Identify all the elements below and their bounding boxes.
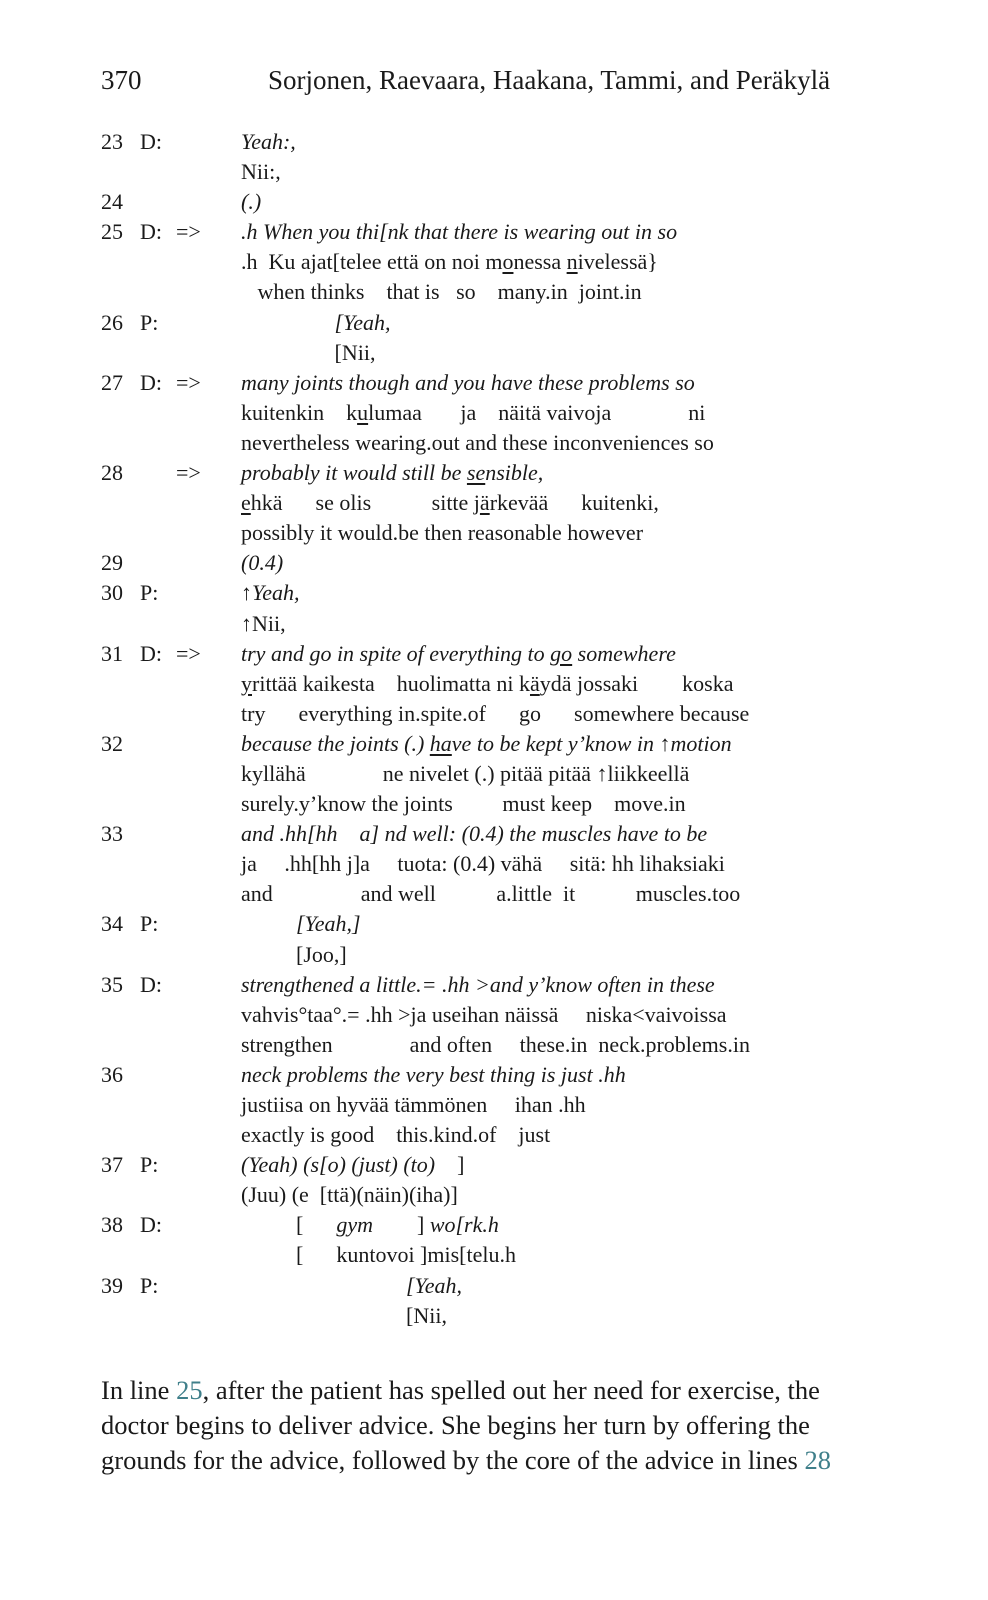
line-reference-link[interactable]: 28 (804, 1445, 831, 1475)
transcript-line (0, 518, 988, 548)
utterance-segment: ve to be kept y’know in ↑motion (451, 730, 732, 756)
speaker-label: P: (140, 911, 159, 937)
body-paragraph (101, 1373, 891, 1478)
speaker-label: P: (140, 1272, 159, 1298)
speaker-label: D: (140, 129, 162, 154)
utterance-text (241, 157, 281, 187)
utterance-text (241, 819, 707, 849)
transcript-line (0, 759, 988, 789)
utterance-segment: ä (479, 490, 490, 516)
transcript-line (0, 729, 988, 759)
utterance-text (241, 518, 643, 548)
line-number: 31 (101, 640, 123, 666)
transcript-line (0, 970, 988, 1000)
utterance-text (241, 1000, 727, 1030)
utterance-segment: strengthened a little.= .hh >and y’know often in these (241, 971, 715, 997)
utterance-segment: ↑ (241, 580, 252, 606)
transcript-line (0, 428, 988, 458)
utterance-text (241, 277, 642, 307)
paragraph-line (101, 1443, 891, 1478)
utterance-text (241, 1150, 464, 1180)
utterance-segment: (0.4) (241, 550, 284, 576)
utterance-segment: (Yeah) (s[o) (just) (to) (241, 1152, 436, 1178)
paragraph-text: doctor begins to deliver advice. She begins her turn by offering the (101, 1410, 810, 1440)
utterance-segment: ] (435, 1152, 465, 1178)
utterance-segment: ja .hh[hh j]a tuota: (0.4) vähä sitä: hh lihaksiaki (241, 851, 725, 877)
speaker-label: D: (140, 219, 162, 245)
utterance-text (241, 127, 296, 157)
transcript-line (0, 308, 988, 338)
utterance-segment: exactly is good this.kind.of just (241, 1122, 551, 1148)
line-number: 27 (101, 369, 123, 395)
transcript-line (0, 789, 988, 819)
target-arrow: => (176, 460, 201, 486)
utterance-segment: [Nii, (241, 339, 376, 365)
transcript-line (0, 1240, 988, 1270)
utterance-segment: Yeah, (252, 580, 300, 606)
transcript-line (0, 368, 988, 398)
transcript-line (0, 609, 988, 639)
utterance-text (241, 879, 740, 909)
utterance-text (241, 970, 715, 1000)
transcript-line (0, 699, 988, 729)
utterance-segment: wo[rk.h (429, 1212, 499, 1238)
utterance-text (241, 458, 543, 488)
transcript-line (0, 909, 988, 939)
transcript-line (0, 247, 988, 277)
utterance-text (241, 789, 686, 819)
utterance-segment: ydä jossaki koska (539, 670, 734, 696)
utterance-segment: kyllähä ne nivelet (.) pitää pitää ↑liikkeellä (241, 760, 690, 786)
utterance-text (241, 639, 676, 669)
transcript-line (0, 1030, 988, 1060)
utterance-text (241, 609, 286, 639)
utterance-segment (241, 1273, 406, 1298)
transcript-line (0, 1090, 988, 1120)
line-number: 38 (101, 1212, 123, 1238)
line-number: 37 (101, 1152, 123, 1178)
utterance-segment (241, 310, 335, 335)
utterance-segment: justiisa on hyvää tämmönen ihan .hh (241, 1092, 586, 1117)
utterance-segment: and .hh[hh a] nd well: (0.4) the muscles have to be (241, 821, 708, 847)
paragraph-line (101, 1373, 891, 1408)
utterance-segment: ä (529, 670, 540, 696)
utterance-segment: [ (241, 1212, 337, 1238)
line-number: 30 (101, 580, 123, 606)
transcript-line (0, 217, 988, 247)
speaker-label: D: (140, 971, 162, 997)
utterance-text (241, 1090, 586, 1120)
utterance-text (241, 729, 732, 759)
line-number: 25 (101, 219, 123, 245)
transcript-line (0, 1301, 988, 1331)
speaker-label: P: (140, 580, 159, 606)
utterance-segment: neck problems the very best thing is just .hh (241, 1061, 626, 1087)
transcript-line (0, 1210, 988, 1240)
utterance-text (241, 849, 725, 879)
utterance-segment: [Nii, (241, 1302, 447, 1328)
target-arrow: => (176, 369, 201, 395)
utterance-segment: [Joo,] (241, 941, 347, 967)
utterance-segment: hkä se olis sitte j (250, 490, 480, 516)
utterance-segment: nessa (513, 249, 567, 275)
transcript-line (0, 127, 988, 157)
utterance-segment: Yeah:, (241, 129, 296, 154)
utterance-text (241, 308, 391, 338)
utterance-segment: y (241, 670, 252, 696)
utterance-segment: kuitenkin k (241, 399, 358, 425)
transcript-excerpt (0, 127, 988, 1331)
line-number: 34 (101, 911, 123, 937)
utterance-text (241, 1271, 462, 1301)
utterance-segment: ivelessä} (577, 249, 658, 275)
utterance-segment: and and well a.little it muscles.too (241, 881, 741, 907)
utterance-text (241, 578, 299, 608)
utterance-text (241, 1210, 499, 1240)
utterance-segment: n (566, 249, 578, 275)
transcript-line (0, 277, 988, 307)
utterance-text (241, 940, 347, 970)
utterance-segment: when thinks that is so many.in joint.in (241, 279, 642, 305)
paragraph-text: grounds for the advice, followed by the core of the advice in lines (101, 1445, 805, 1475)
line-number: 39 (101, 1272, 123, 1298)
transcript-line (0, 849, 988, 879)
utterance-segment: lumaa ja näitä vaivoja ni (368, 399, 706, 425)
paragraph-text: In line (101, 1375, 177, 1405)
utterance-text (241, 428, 714, 458)
utterance-text (241, 247, 658, 277)
utterance-text (241, 759, 689, 789)
transcript-line (0, 398, 988, 428)
transcript-line (0, 1150, 988, 1180)
speaker-label: P: (140, 309, 159, 335)
utterance-segment: [Yeah, (406, 1272, 463, 1298)
utterance-text (241, 548, 283, 578)
utterance-segment: many joints though and you have these problems so (241, 369, 695, 395)
transcript-line (0, 940, 988, 970)
utterance-text (241, 1180, 458, 1210)
utterance-text (241, 398, 705, 428)
transcript-line (0, 548, 988, 578)
utterance-segment: (Juu) (e [ttä)(näin)(iha)] (241, 1182, 458, 1208)
utterance-segment: probably it would still be (241, 460, 467, 486)
transcript-line (0, 338, 988, 368)
utterance-segment: [ kuntovoi ]mis[telu.h (241, 1242, 516, 1268)
transcript-line (0, 488, 988, 518)
utterance-text (241, 699, 749, 729)
speaker-label: P: (140, 1152, 159, 1178)
utterance-segment: se (466, 460, 486, 486)
utterance-text (241, 1240, 516, 1270)
utterance-text (241, 368, 695, 398)
utterance-text (241, 909, 361, 939)
utterance-segment: ha (429, 730, 452, 756)
line-number: 29 (101, 550, 123, 576)
line-number: 32 (101, 730, 123, 756)
utterance-segment: because the joints (.) (241, 730, 430, 756)
transcript-line (0, 1180, 988, 1210)
utterance-segment: [Yeah, (334, 309, 391, 335)
speaker-label: D: (140, 369, 162, 395)
utterance-segment: ] (372, 1212, 430, 1238)
utterance-text (241, 488, 659, 518)
line-reference-link[interactable]: 25 (176, 1375, 203, 1405)
utterance-segment: nsible, (485, 460, 544, 486)
utterance-text (241, 338, 375, 368)
transcript-line (0, 1271, 988, 1301)
utterance-segment: Nii:, (241, 159, 281, 185)
transcript-line (0, 1120, 988, 1150)
utterance-segment: .h When you thi[nk that there is wearing out in so (241, 219, 678, 245)
line-number: 33 (101, 821, 123, 847)
utterance-text (241, 1060, 626, 1090)
utterance-segment: e (241, 490, 251, 516)
speaker-label: D: (140, 1212, 162, 1238)
transcript-line (0, 639, 988, 669)
utterance-segment: gym (336, 1212, 373, 1238)
transcript-line (0, 669, 988, 699)
utterance-segment: somewhere (572, 640, 676, 666)
transcript-line (0, 1000, 988, 1030)
utterance-segment: u (357, 399, 369, 425)
transcript-line (0, 1060, 988, 1090)
utterance-text (241, 187, 261, 217)
paragraph-line (101, 1408, 891, 1443)
target-arrow: => (176, 640, 201, 666)
transcript-line (0, 458, 988, 488)
target-arrow: => (176, 219, 201, 245)
utterance-segment: nevertheless wearing.out and these inconveniences so (241, 429, 714, 455)
utterance-segment: ↑Nii, (241, 610, 286, 636)
utterance-segment: strengthen and often these.in neck.problems.in (241, 1031, 750, 1057)
utterance-segment: surely.y’know the joints must keep move.in (241, 791, 686, 817)
line-number: 26 (101, 309, 123, 335)
utterance-segment: possibly it would.be then reasonable however (241, 520, 644, 546)
utterance-segment: (.) (241, 189, 262, 215)
line-number: 28 (101, 460, 123, 486)
transcript-line (0, 879, 988, 909)
transcript-line (0, 578, 988, 608)
line-number: 23 (101, 129, 123, 154)
utterance-text (241, 1030, 750, 1060)
paragraph-text: , after the patient has spelled out her need for exercise, the (202, 1375, 820, 1405)
running-title: Sorjonen, Raevaara, Haakana, Tammi, and Peräkylä (268, 65, 831, 95)
utterance-segment (241, 911, 296, 936)
utterance-segment: try everything in.spite.of go somewhere because (241, 700, 750, 726)
line-number: 36 (101, 1061, 123, 1087)
transcript-line (0, 819, 988, 849)
speaker-label: D: (140, 640, 162, 666)
page-number: 370 (101, 65, 142, 95)
utterance-segment: o (502, 249, 514, 275)
utterance-segment: rkevää kuitenki, (489, 490, 659, 516)
utterance-text (241, 1120, 550, 1150)
utterance-segment: [Yeah,] (296, 911, 361, 937)
utterance-segment: .h Ku ajat[telee että on noi m (241, 249, 503, 275)
utterance-text (241, 669, 733, 699)
utterance-segment: go (550, 640, 573, 666)
transcript-line (0, 187, 988, 217)
utterance-text (241, 1301, 447, 1331)
line-number: 24 (101, 189, 123, 215)
utterance-segment: rittää kaikesta huolimatta ni k (252, 670, 530, 696)
transcript-line (0, 157, 988, 187)
utterance-segment: try and go in spite of everything to (241, 640, 551, 666)
line-number: 35 (101, 971, 123, 997)
utterance-text (241, 217, 677, 247)
utterance-segment: vahvis°taa°.= .hh >ja useihan näissä niska<vaivoissa (241, 1001, 727, 1027)
